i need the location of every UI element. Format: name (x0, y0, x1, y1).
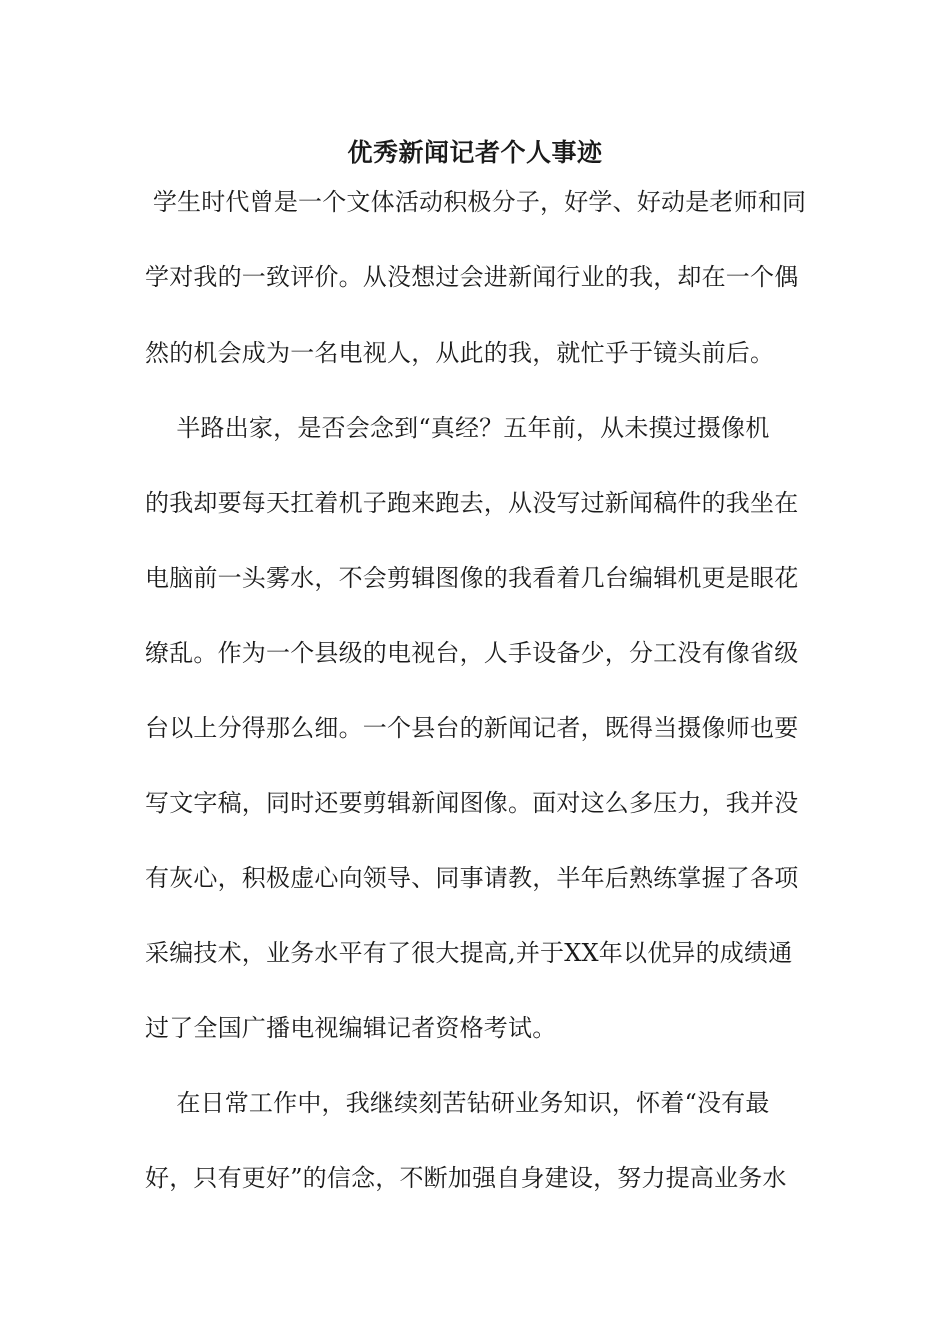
body-line: 有灰心，积极虚心向领导、同事请教，半年后熟练掌握了各项 (145, 864, 799, 892)
body-line: 写文字稿，同时还要剪辑新闻图像。面对这么多压力，我并没 (145, 789, 799, 817)
body-line: 台以上分得那么细。一个县台的新闻记者，既得当摄像师也要 (145, 714, 799, 742)
body-line: 采编技术，业务水平有了很大提高,并于XX年以优异的成绩通 (145, 939, 793, 967)
body-line: 然的机会成为一名电视人，从此的我，就忙乎于镜头前后。 (145, 339, 775, 367)
body-line: 学对我的一致评价。从没想过会进新闻行业的我，却在一个偶 (145, 263, 799, 291)
body-line: 的我却要每天扛着机子跑来跑去，从没写过新闻稿件的我坐在 (145, 489, 799, 517)
body-line: 在日常工作中，我继续刻苦钻研业务知识，怀着“没有最 (145, 1089, 770, 1117)
body-line: 缭乱。作为一个县级的电视台，人手设备少，分工没有像省级 (145, 639, 799, 667)
body-line: 学生时代曾是一个文体活动积极分子，好学、好动是老师和同 (145, 188, 807, 216)
body-line: 电脑前一头雾水，不会剪辑图像的我看着几台编辑机更是眼花 (145, 564, 799, 592)
body-line: 半路出家，是否会念到“真经？五年前，从未摸过摄像机 (145, 414, 770, 442)
body-line: 好，只有更好”的信念，不断加强自身建设，努力提高业务水 (145, 1164, 787, 1192)
document-title: 优秀新闻记者个人事迹 (347, 138, 603, 167)
body-line: 过了全国广播电视编辑记者资格考试。 (145, 1014, 557, 1042)
